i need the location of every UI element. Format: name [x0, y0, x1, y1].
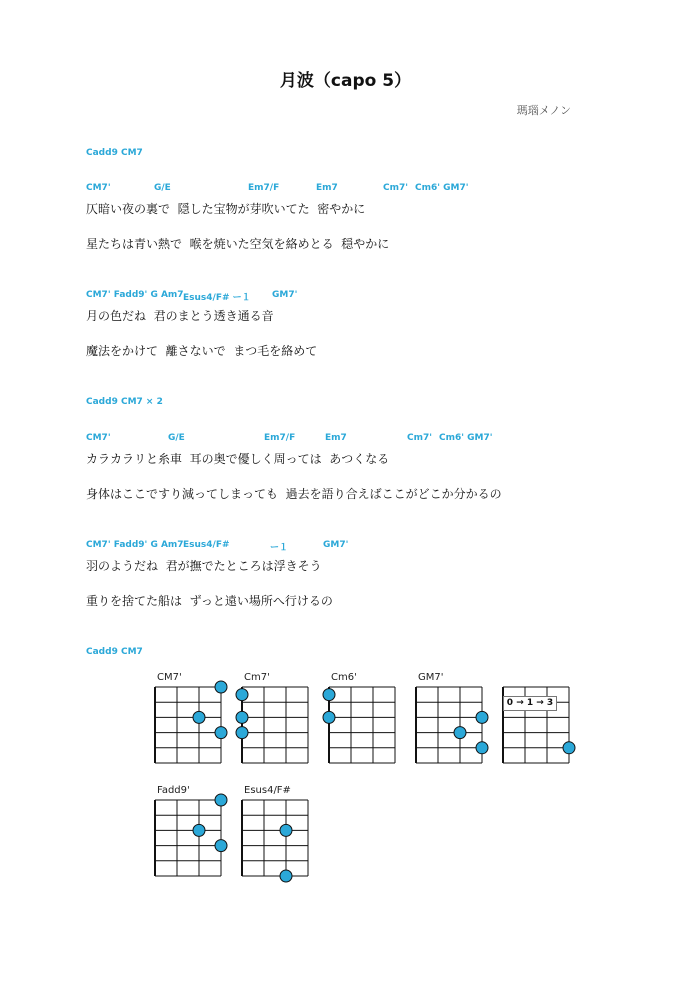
lyric-line: 重りを捨てた船は ずっと遠い場所へ行けるの [86, 594, 333, 608]
chord: Esus4/F# ー１ [183, 293, 251, 303]
lyric-line: 仄暗い夜の裏で 隠した宝物が芽吹いてた 密やかに [86, 202, 366, 216]
chord: Em7/F [264, 433, 296, 443]
fret-sequence-badge: 0 → 1 → 3 [503, 696, 557, 711]
chord-diagram-label: Fadd9' [157, 785, 190, 796]
lyric-line: 身体はここですり減ってしまっても 過去を語り合えばここがどこか分かるの [86, 487, 502, 501]
finger-dot [236, 711, 248, 723]
finger-dot [193, 824, 205, 836]
chord: Cm6' GM7' [415, 183, 469, 193]
finger-dot [454, 727, 466, 739]
finger-dot [215, 794, 227, 806]
chord: CM7' Fadd9' G Am7 [86, 290, 184, 300]
chord: G/E [168, 433, 185, 443]
chord-diagram-label: Cm7' [244, 672, 270, 683]
finger-dot [280, 870, 292, 882]
chord: GM7' [323, 540, 349, 550]
chord: CM7' [86, 183, 111, 193]
finger-dot [193, 711, 205, 723]
chord: Em7 [316, 183, 338, 193]
chord-diagram [242, 687, 308, 763]
finger-dot [563, 742, 575, 754]
chord-diagram [242, 800, 308, 876]
lyric-line: カラカラリと糸車 耳の奥で優しく周っては あつくなる [86, 452, 390, 466]
lyric-line: 魔法をかけて 離さないで まつ毛を絡めて [86, 344, 318, 358]
chord-diagram [416, 687, 482, 763]
chord-diagram-label: Cm6' [331, 672, 357, 683]
chord: Esus4/F# [183, 540, 230, 550]
chord: Em7/F [248, 183, 280, 193]
chord-line: Cadd9 CM7 × 2 [86, 397, 163, 407]
chord-diagram [329, 687, 395, 763]
author-name: 瑪瑙メノン [516, 104, 571, 117]
chord-diagram-label: Esus4/F# [244, 785, 291, 796]
chord: Cm7' [407, 433, 433, 443]
finger-dot [476, 711, 488, 723]
chord: Cm7' [383, 183, 409, 193]
chord: CM7' [86, 433, 111, 443]
chord: Cm6' GM7' [439, 433, 493, 443]
finger-dot [215, 727, 227, 739]
chord: Em7 [325, 433, 347, 443]
lyric-line: 月の色だね 君のまとう透き通る音 [86, 309, 274, 323]
chord-diagram-label: CM7' [157, 672, 182, 683]
chord-line: Cadd9 CM7 [86, 647, 143, 657]
chord: G/E [154, 183, 171, 193]
chord: CM7' Fadd9' G Am7 [86, 540, 184, 550]
chord: GM7' [272, 290, 298, 300]
chord-diagram [155, 800, 221, 876]
lyric-line: 星たちは青い熱で 喉を焼いた空気を絡めとる 穏やかに [86, 237, 390, 251]
song-title: 月波（capo 5） [279, 71, 412, 91]
finger-dot [280, 824, 292, 836]
chord-line: Cadd9 CM7 [86, 148, 143, 158]
finger-dot [323, 711, 335, 723]
finger-dot [236, 689, 248, 701]
lyric-line: 羽のようだね 君が撫でたところは浮きそう [86, 559, 322, 573]
finger-dot [323, 689, 335, 701]
finger-dot [476, 742, 488, 754]
finger-dot [215, 840, 227, 852]
finger-dot [215, 681, 227, 693]
chord-diagram [155, 687, 221, 763]
chord-diagram-label: GM7' [418, 672, 444, 683]
chord: ー１ [270, 543, 289, 553]
finger-dot [236, 727, 248, 739]
